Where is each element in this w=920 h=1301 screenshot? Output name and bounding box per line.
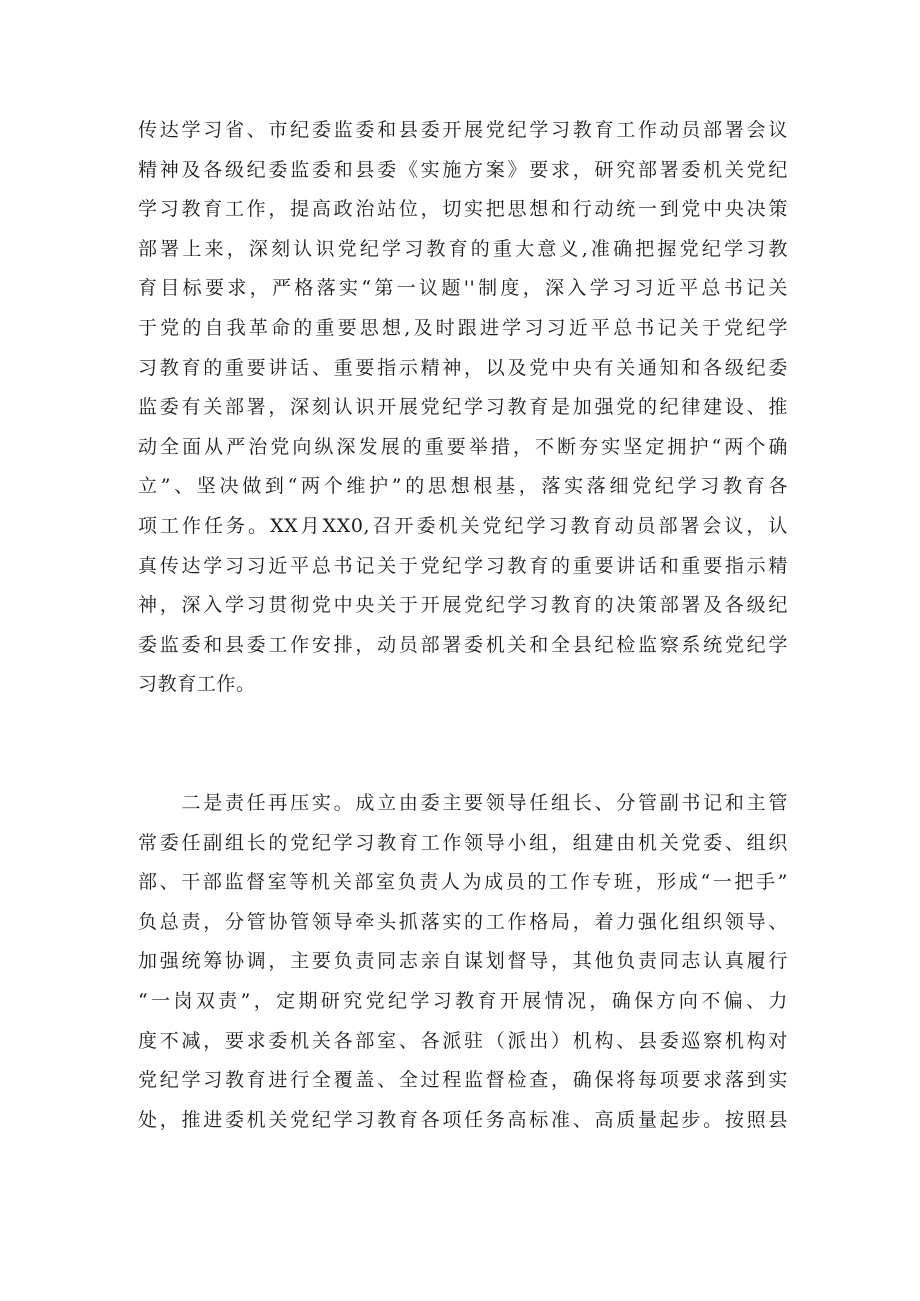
text-line: 加强统筹协调，主要负责同志亲自谋划督导，其他负责同志认真履行 xyxy=(138,950,788,973)
text-line: 学习教育工作，提高政治站位，切实把思想和行动统一到党中央决策 xyxy=(138,198,788,221)
text-line: 党纪学习教育进行全覆盖、全过程监督检查，确保将每项要求落到实 xyxy=(138,1069,788,1092)
text-line: 动全面从严治党向纵深发展的重要举措，不断夯实坚定拥护“两个确 xyxy=(138,435,788,458)
text-line: “一岗双责”，定期研究党纪学习教育开展情况，确保方向不偏、力 xyxy=(138,989,788,1012)
text-line: 习教育的重要讲话、重要指示精神，以及党中央有关通知和各级纪委 xyxy=(138,356,788,379)
text-line: 负总责，分管协管领导牵头抓落实的工作格局，着力强化组织领导、 xyxy=(138,910,788,933)
text-line: 委监委和县委工作安排，动员部署委机关和全县纪检监察系统党纪学 xyxy=(138,633,788,656)
paragraph-1 xyxy=(138,111,788,705)
text-line: 度不减，要求委机关各部室、各派驻（派出）机构、县委巡察机构对 xyxy=(138,1029,788,1052)
text-line: 习教育工作。 xyxy=(138,673,256,696)
text-line: 神，深入学习贯彻党中央关于开展党纪学习教育的决策部署及各级纪 xyxy=(138,594,788,617)
text-line: 育目标要求，严格落实“第一议题''制度，深入学习习近平总书记关 xyxy=(138,277,788,300)
text-line: 部署上来，深刻认识党纪学习教育的重大意义,准确把握党纪学习教 xyxy=(138,237,788,260)
text-line: 于党的自我革命的重要思想,及时跟进学习习近平总书记关于党纪学 xyxy=(138,316,788,339)
paragraph-2 xyxy=(138,784,788,1140)
text-line: 精神及各级纪委监委和县委《实施方案》要求，研究部署委机关党纪 xyxy=(138,158,788,181)
text-line: 处，推进委机关党纪学习教育各项任务高标准、高质量起步。按照县 xyxy=(138,1108,788,1131)
text-line: 项工作任务。XX月XX0,召开委机关党纪学习教育动员部署会议，认 xyxy=(138,514,788,537)
text-line: 立”、坚决做到“两个维护”的思想根基，落实落细党纪学习教育各 xyxy=(138,475,788,498)
text-line: 二是责任再压实。成立由委主要领导任组长、分管副书记和主管 xyxy=(138,792,788,814)
text-line: 传达学习省、市纪委监委和县委开展党纪学习教育工作动员部署会议 xyxy=(138,119,788,141)
text-line: 监委有关部署，深刻认识开展党纪学习教育是加强党的纪律建设、推 xyxy=(138,396,788,419)
text-line: 真传达学习习近平总书记关于党纪学习教育的重要讲话和重要指示精 xyxy=(138,554,788,577)
text-line: 部、干部监督室等机关部室负责人为成员的工作专班，形成“一把手” xyxy=(138,871,788,894)
text-line: 常委任副组长的党纪学习教育工作领导小组，组建由机关党委、组织 xyxy=(138,831,788,854)
